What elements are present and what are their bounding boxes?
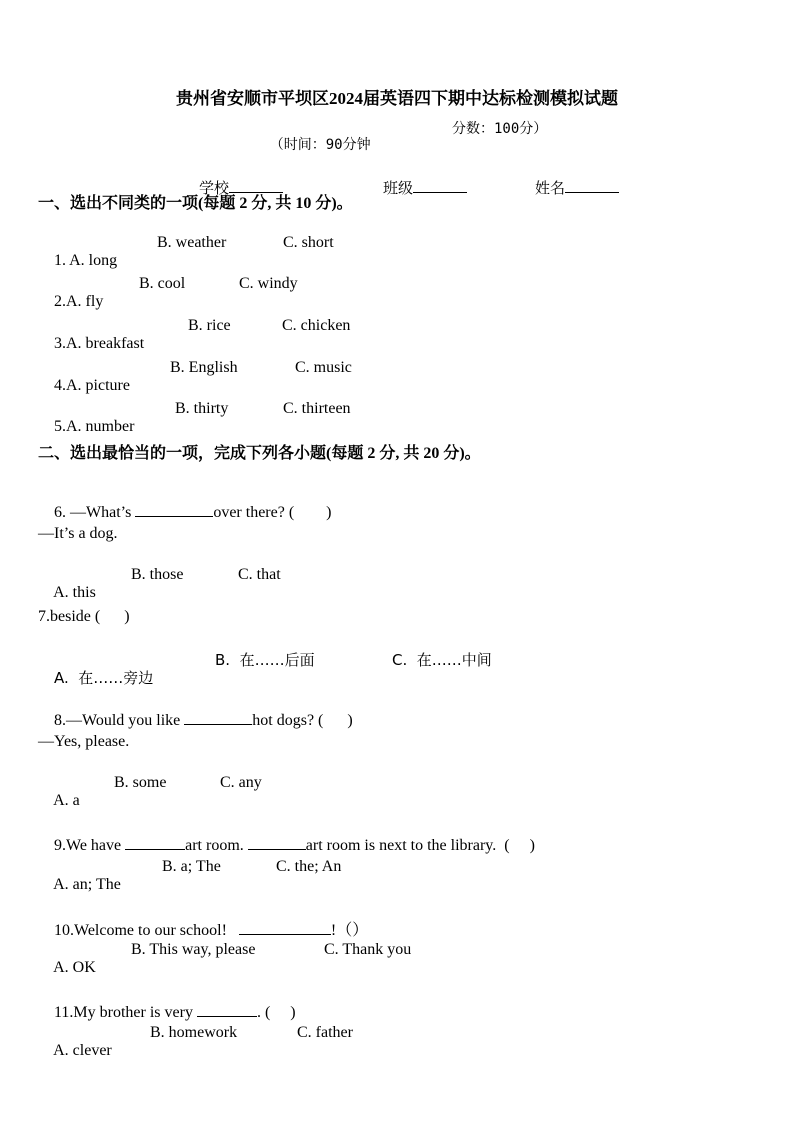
exam-score: 分数：100分） <box>452 121 548 137</box>
q8-answer-blank[interactable] <box>184 709 252 725</box>
q8-stem-end: hot dogs? ( ) <box>252 712 353 729</box>
q1-option-b: B. weather <box>157 234 227 251</box>
q1-option-a: 1. A. long <box>54 252 118 269</box>
q6-option-c: C. that <box>238 566 281 583</box>
q9-answer-blank-2[interactable] <box>248 834 306 850</box>
q7-option-b: B. 在……后面 <box>215 651 315 669</box>
q9-stem-start: 9.We have <box>54 837 126 854</box>
q9-option-c: C. the; An <box>276 858 342 875</box>
q8-dialogue-response: —Yes, please. <box>38 733 130 750</box>
q3-option-b: B. rice <box>188 317 231 334</box>
q7-option-c: C. 在……中间 <box>392 651 492 669</box>
q2-option-b: B. cool <box>139 275 186 292</box>
q8-option-a: A. a <box>53 792 80 809</box>
question-7: 7.beside ( ) <box>38 608 130 625</box>
q8-option-c: C. any <box>220 774 262 791</box>
q4-option-a: 4.A. picture <box>54 377 130 394</box>
class-blank[interactable] <box>413 178 467 193</box>
q11-options <box>38 1024 353 1114</box>
q5-option-a: 5.A. number <box>54 418 135 435</box>
q11-stem-start: 11.My brother is very <box>54 1004 197 1021</box>
q11-stem-end: . ( ) <box>256 1004 296 1021</box>
q9-stem-middle: art room. <box>185 837 248 854</box>
class-label: 班级 <box>383 179 414 197</box>
q5-option-b: B. thirty <box>175 400 229 417</box>
q9-option-b: B. a; The <box>162 858 221 875</box>
school-label: 学校 <box>199 179 230 197</box>
q2-option-a: 2.A. fly <box>54 293 104 310</box>
q11-option-c: C. father <box>297 1024 353 1041</box>
name-field <box>520 160 619 215</box>
q4-option-c: C. music <box>295 359 352 376</box>
q11-answer-blank[interactable] <box>197 1001 257 1017</box>
page-title: 贵州省安顺市平坝区2024届英语四下期中达标检测模拟试题 <box>176 89 618 108</box>
q10-option-a: A. OK <box>53 959 96 976</box>
q5-option-c: C. thirteen <box>283 400 351 417</box>
q9-option-a: A. an; The <box>53 876 121 893</box>
q3-option-c: C. chicken <box>282 317 351 334</box>
q6-option-a: A. this <box>53 584 96 601</box>
q11-option-a: A. clever <box>53 1042 112 1059</box>
q10-option-b: B. This way, please <box>131 941 256 958</box>
q11-option-b: B. homework <box>150 1024 238 1041</box>
q2-option-c: C. windy <box>239 275 298 292</box>
q8-stem-start: 8.—Would you like <box>54 712 185 729</box>
q10-answer-blank[interactable] <box>239 919 331 935</box>
q10-option-c: C. Thank you <box>324 941 412 958</box>
q9-stem-end: art room is next to the library. ( ) <box>305 837 535 854</box>
name-blank[interactable] <box>565 178 619 193</box>
q10-stem-start: 10.Welcome to our school! <box>54 922 239 939</box>
q6-option-b: B. those <box>131 566 184 583</box>
q7-option-a: A. 在……旁边 <box>54 669 154 687</box>
q4-option-b: B. English <box>170 359 238 376</box>
q6-answer-blank[interactable] <box>135 501 213 517</box>
q1-option-c: C. short <box>283 234 334 251</box>
q6-stem-end: over there? ( ) <box>213 504 332 521</box>
q6-stem-start: 6. —What’s <box>54 504 136 521</box>
section-1-heading: 一、选出不同类的一项(每题 2 分, 共 10 分)。 <box>38 195 353 212</box>
q3-option-a: 3.A. breakfast <box>54 335 145 352</box>
q9-answer-blank-1[interactable] <box>125 834 185 850</box>
class-field <box>368 160 467 215</box>
exam-time: （时间：90分钟 <box>269 137 371 153</box>
q10-stem-end: !（） <box>330 922 369 939</box>
name-label: 姓名 <box>535 179 566 197</box>
q6-dialogue-response: —It’s a dog. <box>38 525 118 542</box>
q8-option-b: B. some <box>114 774 167 791</box>
section-2-heading: 二、选出最恰当的一项，完成下列各小题(每题 2 分, 共 20 分)。 <box>38 445 481 462</box>
